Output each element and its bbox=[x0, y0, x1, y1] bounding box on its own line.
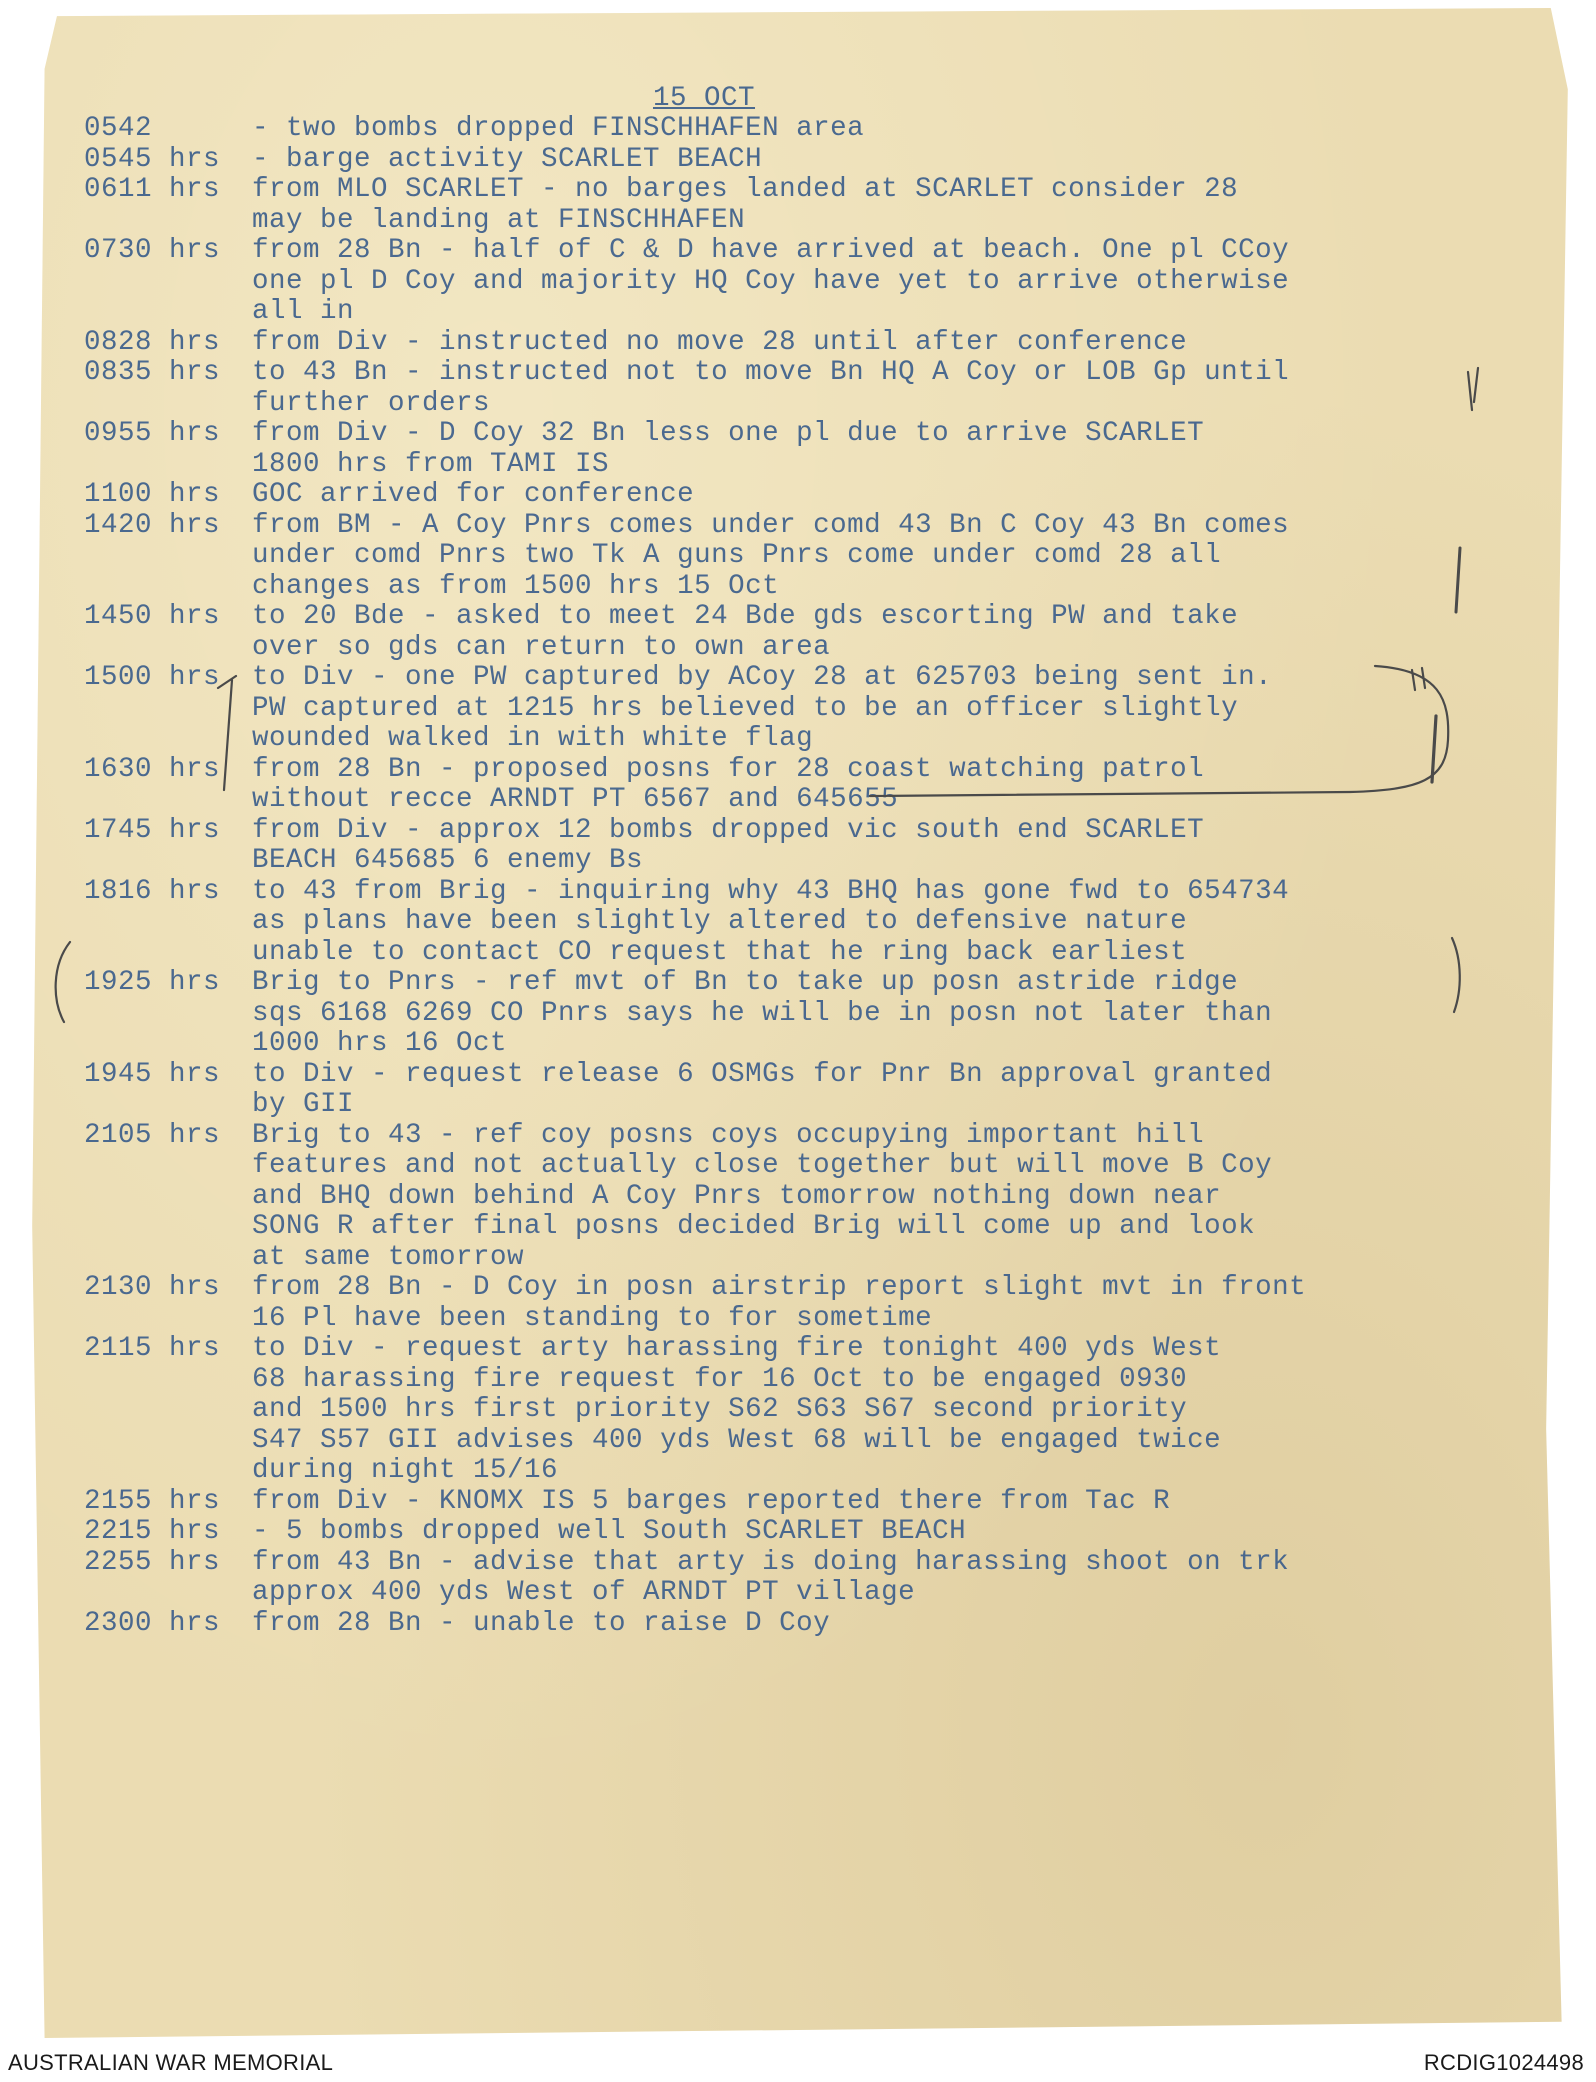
entry-text bbox=[252, 511, 1464, 603]
entry-text-line: wounded walked in with white flag bbox=[252, 723, 814, 754]
entry-text bbox=[252, 1487, 1464, 1518]
entry-text bbox=[252, 816, 1464, 877]
entry-text-line: Brig to Pnrs - ref mvt of Bn to take up posn astride ridge bbox=[252, 967, 1239, 998]
entry-time: 1420 hrs bbox=[84, 509, 221, 541]
diary-entry bbox=[84, 1517, 1464, 1548]
entry-time: 2255 hrs bbox=[84, 1546, 221, 1578]
entry-text-line: BEACH 645685 6 enemy Bs bbox=[252, 845, 644, 876]
entry-text-line: - two bombs dropped FINSCHHAFEN area bbox=[252, 113, 865, 144]
diary-entry bbox=[84, 877, 1464, 969]
entry-text bbox=[252, 968, 1464, 1060]
entry-time: 0730 hrs bbox=[84, 235, 221, 266]
diary-entry bbox=[84, 1609, 1464, 1640]
entry-time: 0542 bbox=[84, 113, 153, 144]
entry-text-line: from Div - approx 12 bombs dropped vic south end SCARLET bbox=[252, 814, 1205, 846]
diary-entry bbox=[84, 816, 1464, 877]
entry-text-line: by GII bbox=[252, 1089, 355, 1120]
entry-text-line: without recce ARNDT PT 6567 and 645655 bbox=[252, 784, 899, 815]
entry-text-line: - barge activity SCARLET BEACH bbox=[252, 143, 763, 175]
diary-entry bbox=[84, 755, 1464, 816]
diary-entry bbox=[84, 358, 1464, 419]
diary-entry bbox=[84, 175, 1464, 236]
entry-text-line: to 43 from Brig - inquiring why 43 BHQ has gone fwd to 654734 bbox=[252, 875, 1290, 907]
entry-time: 2155 hrs bbox=[84, 1485, 221, 1517]
footer-source: AUSTRALIAN WAR MEMORIAL bbox=[8, 2050, 334, 2075]
diary-entry bbox=[84, 480, 1464, 511]
entry-text-line: PW captured at 1215 hrs believed to be an officer slightly bbox=[252, 692, 1239, 724]
war-diary-page bbox=[84, 84, 1464, 1639]
entry-text-line: Brig to 43 - ref coy posns coys occupying important hill bbox=[252, 1119, 1205, 1151]
diary-entry bbox=[84, 236, 1464, 328]
entry-text-line: from 28 Bn - unable to raise D Coy bbox=[252, 1607, 831, 1639]
entry-text-line: from 28 Bn - D Coy in posn airstrip report slight mvt in front bbox=[252, 1272, 1307, 1303]
footer-catalog-id: RCDIG1024498 bbox=[1423, 2050, 1584, 2075]
entry-text bbox=[252, 175, 1464, 236]
entry-text-line: to 20 Bde - asked to meet 24 Bde gds escorting PW and take bbox=[252, 601, 1239, 632]
entry-text-line: under comd Pnrs two Tk A guns Pnrs come under comd 28 all bbox=[252, 540, 1222, 571]
entry-time: 0835 hrs bbox=[84, 357, 221, 388]
entry-text bbox=[252, 1121, 1464, 1274]
entry-text-line: all in bbox=[252, 296, 355, 327]
entry-text-line: from 28 Bn - proposed posns for 28 coast watching patrol bbox=[252, 753, 1205, 785]
entry-text-line: and 1500 hrs first priority S62 S63 S67 second priority bbox=[252, 1394, 1188, 1425]
entry-text-line: changes as from 1500 hrs 15 Oct bbox=[252, 570, 780, 602]
entry-text bbox=[252, 480, 1464, 511]
entry-text bbox=[252, 328, 1464, 359]
entry-time: 0545 hrs bbox=[84, 143, 221, 175]
entry-time: 1630 hrs bbox=[84, 753, 221, 785]
entry-text-line: during night 15/16 bbox=[252, 1455, 559, 1486]
diary-entry bbox=[84, 1060, 1464, 1121]
diary-entry bbox=[84, 511, 1464, 603]
entry-time: 1925 hrs bbox=[84, 967, 221, 998]
entry-text-line: from BM - A Coy Pnrs comes under comd 43 Bn C Coy 43 Bn comes bbox=[252, 509, 1290, 541]
entry-time: 2130 hrs bbox=[84, 1272, 221, 1303]
entry-text bbox=[252, 1548, 1464, 1609]
entry-text-line: from MLO SCARLET - no barges landed at SCARLET consider 28 bbox=[252, 174, 1239, 205]
diary-entry bbox=[84, 968, 1464, 1060]
entry-text-line: at same tomorrow bbox=[252, 1241, 525, 1273]
diary-entry bbox=[84, 1273, 1464, 1334]
entry-text bbox=[252, 1609, 1464, 1640]
entry-time: 1945 hrs bbox=[84, 1058, 221, 1090]
page-title: 15 OCT bbox=[652, 83, 756, 114]
entry-text-line: to Div - request arty harassing fire tonight 400 yds West bbox=[252, 1333, 1222, 1364]
entry-text-line: and BHQ down behind A Coy Pnrs tomorrow nothing down near bbox=[252, 1180, 1222, 1212]
entry-text bbox=[252, 114, 1464, 145]
diary-entries bbox=[84, 114, 1464, 1639]
entry-time: 0828 hrs bbox=[84, 326, 221, 358]
entry-text-line: unable to contact CO request that he ring back earliest bbox=[252, 936, 1188, 968]
diary-entry bbox=[84, 1121, 1464, 1274]
diary-entry bbox=[84, 1487, 1464, 1518]
entry-text bbox=[252, 236, 1464, 328]
entry-time: 2115 hrs bbox=[84, 1333, 221, 1364]
entry-text-line: to Div - one PW captured by ACoy 28 at 625703 being sent in. bbox=[252, 662, 1273, 693]
entry-time: 1100 hrs bbox=[84, 479, 221, 510]
entry-text-line: further orders bbox=[252, 387, 491, 419]
entry-text-line: 1000 hrs 16 Oct bbox=[252, 1028, 508, 1059]
entry-time: 0611 hrs bbox=[84, 174, 221, 205]
diary-entry bbox=[84, 145, 1464, 176]
entry-text bbox=[252, 1517, 1464, 1548]
entry-text-line: from Div - instructed no move 28 until after conference bbox=[252, 326, 1188, 358]
entry-text bbox=[252, 145, 1464, 176]
entry-time: 2105 hrs bbox=[84, 1119, 221, 1151]
entry-text-line: SONG R after final posns decided Brig will come up and look bbox=[252, 1211, 1256, 1242]
entry-text-line: sqs 6168 6269 CO Pnrs says he will be in posn not later than bbox=[252, 997, 1273, 1029]
entry-text-line: - 5 bombs dropped well South SCARLET BEACH bbox=[252, 1516, 967, 1547]
entry-time: 1816 hrs bbox=[84, 875, 221, 907]
entry-text-line: from 28 Bn - half of C & D have arrived at beach. One pl CCoy bbox=[252, 235, 1290, 266]
entry-text-line: one pl D Coy and majority HQ Coy have yet to arrive otherwise bbox=[252, 265, 1290, 297]
entry-time: 1450 hrs bbox=[84, 601, 221, 632]
entry-text bbox=[252, 877, 1464, 969]
entry-time: 1500 hrs bbox=[84, 662, 221, 693]
entry-text bbox=[252, 1273, 1464, 1334]
diary-entry bbox=[84, 114, 1464, 145]
entry-text bbox=[252, 1334, 1464, 1487]
entry-text bbox=[252, 1060, 1464, 1121]
entry-time: 0955 hrs bbox=[84, 418, 221, 449]
entry-text-line: over so gds can return to own area bbox=[252, 631, 831, 663]
entry-text-line: approx 400 yds West of ARNDT PT village bbox=[252, 1577, 916, 1608]
entry-text-line: from Div - D Coy 32 Bn less one pl due to arrive SCARLET bbox=[252, 418, 1205, 449]
diary-entry bbox=[84, 1334, 1464, 1487]
entry-text-line: 68 harassing fire request for 16 Oct to be engaged 0930 bbox=[252, 1363, 1188, 1395]
entry-time: 2300 hrs bbox=[84, 1607, 221, 1639]
entry-text-line: as plans have been slightly altered to defensive nature bbox=[252, 906, 1188, 937]
diary-entry bbox=[84, 328, 1464, 359]
entry-text-line: to Div - request release 6 OSMGs for Pnr Bn approval granted bbox=[252, 1058, 1273, 1090]
entry-time: 1745 hrs bbox=[84, 814, 221, 846]
entry-text bbox=[252, 755, 1464, 816]
entry-text-line: GOC arrived for conference bbox=[252, 479, 695, 510]
entry-text-line: from 43 Bn - advise that arty is doing harassing shoot on trk bbox=[252, 1546, 1290, 1578]
entry-text-line: 1800 hrs from TAMI IS bbox=[252, 448, 610, 480]
entry-text-line: 16 Pl have been standing to for sometime bbox=[252, 1302, 933, 1334]
diary-entry bbox=[84, 663, 1464, 755]
entry-time: 2215 hrs bbox=[84, 1516, 221, 1547]
entry-text bbox=[252, 419, 1464, 480]
entry-text bbox=[252, 663, 1464, 755]
diary-entry bbox=[84, 602, 1464, 663]
diary-entry bbox=[84, 419, 1464, 480]
entry-text bbox=[252, 358, 1464, 419]
entry-text bbox=[252, 602, 1464, 663]
diary-entry bbox=[84, 1548, 1464, 1609]
entry-text-line: S47 S57 GII advises 400 yds West 68 will be engaged twice bbox=[252, 1424, 1222, 1456]
entry-text-line: from Div - KNOMX IS 5 barges reported there from Tac R bbox=[252, 1485, 1171, 1517]
entry-text-line: may be landing at FINSCHHAFEN bbox=[252, 204, 746, 236]
entry-text-line: to 43 Bn - instructed not to move Bn HQ A Coy or LOB Gp until bbox=[252, 357, 1290, 388]
entry-text-line: features and not actually close together but will move B Coy bbox=[252, 1150, 1273, 1181]
